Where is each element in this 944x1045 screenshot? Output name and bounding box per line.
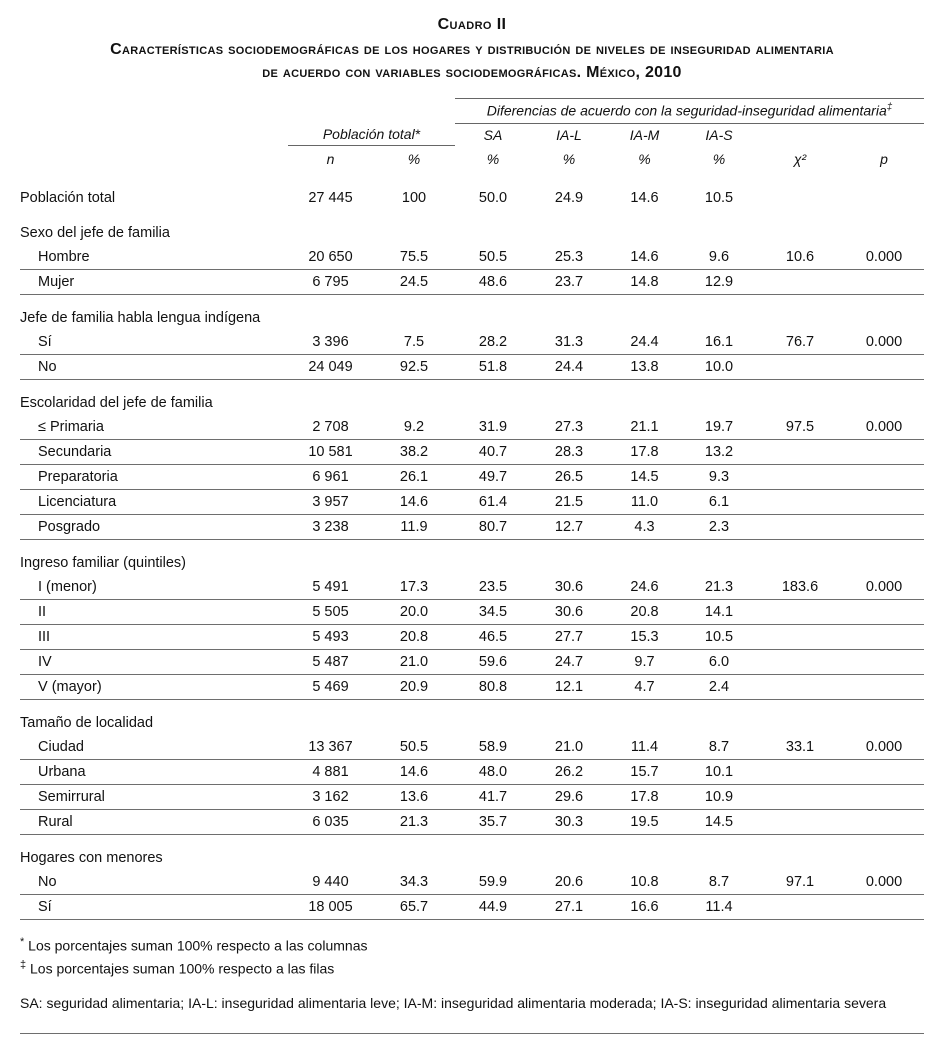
cell-pct-ia-s: 2.4 (682, 674, 756, 699)
cell-pct-ia-s: 8.7 (682, 735, 756, 760)
cell-chi2 (756, 759, 844, 784)
table-row (20, 330, 924, 355)
cell-n: 10 581 (288, 439, 373, 464)
cell-pct-ia-m: 14.5 (607, 464, 682, 489)
cell-pct-ia-s: 14.5 (682, 809, 756, 834)
cell-pct-ia-s: 13.2 (682, 439, 756, 464)
cell-pct-ia-l: 28.3 (531, 439, 607, 464)
footnote-text: Los porcentajes suman 100% respecto a las filas (30, 960, 335, 977)
cell-n: 3 162 (288, 784, 373, 809)
row-label: Jefe de familia habla lengua indígena (20, 309, 261, 326)
cell-p: 0.000 (844, 245, 924, 270)
row-label: Secundaria (20, 439, 288, 464)
cell-chi2 (756, 809, 844, 834)
spacer-cell (20, 124, 288, 146)
cell-chi2 (756, 624, 844, 649)
cell-pct-total: 14.6 (373, 759, 455, 784)
cell-pct-ia-m: 9.7 (607, 649, 682, 674)
cell-n: 27 445 (308, 189, 353, 206)
row-label: Sí (20, 330, 288, 355)
cell-pct-ia-s: 2.3 (682, 514, 756, 539)
subheader-chi2: χ² (793, 150, 807, 167)
cell-pct-total: 20.9 (373, 674, 455, 699)
cell-chi2 (756, 674, 844, 699)
cell-pct-ia-s: 9.6 (682, 245, 756, 270)
cell-p (844, 784, 924, 809)
table-row (20, 894, 924, 919)
cell-pct-total: 21.3 (373, 809, 455, 834)
cell-n: 5 469 (288, 674, 373, 699)
cell-pct-ia-l: 24.4 (531, 354, 607, 379)
row-label: Hogares con menores (20, 849, 163, 866)
footnote-marker: * (20, 935, 25, 948)
cell-pct-total: 38.2 (373, 439, 455, 464)
spanner-row (20, 99, 924, 124)
cell-pct-total: 92.5 (373, 354, 455, 379)
cell-pct-ia-l: 30.3 (531, 809, 607, 834)
cell-n: 20 650 (288, 245, 373, 270)
cell-p (844, 894, 924, 919)
cell-pct-ia-s: 9.3 (682, 464, 756, 489)
row-label: Ciudad (20, 735, 288, 760)
cell-pct-ia-s: 10.1 (682, 759, 756, 784)
cell-pct-ia-l: 27.3 (531, 415, 607, 440)
cell-p (844, 809, 924, 834)
cell-pct-sa: 50.5 (455, 245, 531, 270)
cell-chi2: 97.5 (756, 415, 844, 440)
cell-chi2 (756, 354, 844, 379)
cell-pct-sa: 46.5 (455, 624, 531, 649)
cell-pct-ia-m: 11.0 (607, 489, 682, 514)
spacer-cell (844, 124, 924, 146)
cell-pct-sa: 51.8 (455, 354, 531, 379)
row-label: Tamaño de localidad (20, 714, 154, 731)
cell-pct-ia-s: 10.5 (704, 189, 734, 206)
table-row (20, 599, 924, 624)
cell-p (844, 674, 924, 699)
cell-pct-ia-l: 23.7 (531, 269, 607, 294)
cell-pct-sa: 58.9 (455, 735, 531, 760)
row-label: Licenciatura (20, 489, 288, 514)
row-label: ≤ Primaria (20, 415, 288, 440)
cell-pct-ia-m: 13.8 (607, 354, 682, 379)
cell-n: 9 440 (288, 870, 373, 895)
cell-n: 3 238 (288, 514, 373, 539)
cell-pct-total: 100 (401, 189, 427, 206)
cell-pct-ia-l: 12.1 (531, 674, 607, 699)
table-row (20, 735, 924, 760)
cell-pct-total: 20.8 (373, 624, 455, 649)
poblacion-total-header: Población total* (288, 124, 455, 146)
cell-pct-ia-l: 20.6 (531, 870, 607, 895)
table-row (20, 170, 924, 210)
cell-pct-total: 21.0 (373, 649, 455, 674)
cell-p (844, 599, 924, 624)
table-subtitle-line2: de acuerdo con variables sociodemográficas. México, 2010 (262, 64, 682, 82)
cell-pct-ia-l: 27.1 (531, 894, 607, 919)
cell-pct-ia-m: 4.7 (607, 674, 682, 699)
cell-pct-ia-l: 27.7 (531, 624, 607, 649)
cell-pct-ia-m: 16.6 (607, 894, 682, 919)
table-row (20, 809, 924, 834)
cell-pct-sa: 80.7 (455, 514, 531, 539)
table-row (20, 269, 924, 294)
subheader-pct-ia-s: % (712, 150, 726, 167)
cell-chi2 (756, 514, 844, 539)
cell-pct-ia-m: 15.7 (607, 759, 682, 784)
cell-pct-ia-s: 19.7 (682, 415, 756, 440)
cell-pct-sa: 23.5 (455, 575, 531, 600)
cell-pct-ia-l: 12.7 (531, 514, 607, 539)
footnotes (20, 932, 924, 1013)
cell-pct-ia-l: 24.7 (531, 649, 607, 674)
cell-pct-ia-s: 8.7 (682, 870, 756, 895)
cell-pct-total: 65.7 (373, 894, 455, 919)
cell-p: 0.000 (844, 575, 924, 600)
footnote-marker: ‡ (20, 959, 27, 972)
cell-chi2 (756, 269, 844, 294)
table-row (20, 514, 924, 539)
cell-pct-ia-m: 15.3 (607, 624, 682, 649)
section-row (20, 379, 924, 415)
cell-pct-sa: 44.9 (455, 894, 531, 919)
cell-pct-total: 20.0 (373, 599, 455, 624)
spacer-cell (288, 294, 924, 330)
column-header-ia-m: IA-M (629, 127, 660, 144)
group-header-row (20, 124, 924, 146)
table-row (20, 415, 924, 440)
cell-n: 13 367 (288, 735, 373, 760)
cell-pct-total: 14.6 (373, 489, 455, 514)
table-row (20, 784, 924, 809)
subheader-pct-sa: % (486, 150, 500, 167)
cell-pct-ia-m: 14.8 (607, 269, 682, 294)
cell-n: 2 708 (288, 415, 373, 440)
cell-n: 5 487 (288, 649, 373, 674)
cell-pct-total: 50.5 (373, 735, 455, 760)
subheader-p: p (880, 150, 888, 167)
cell-n: 3 396 (288, 330, 373, 355)
cell-pct-total: 34.3 (373, 870, 455, 895)
cell-pct-sa: 80.8 (455, 674, 531, 699)
cell-n: 5 505 (288, 599, 373, 624)
spacer-cell (288, 834, 924, 870)
spacer-cell (288, 539, 924, 575)
table-row (20, 649, 924, 674)
cell-pct-ia-m: 24.6 (607, 575, 682, 600)
cell-chi2 (756, 170, 844, 210)
bottom-rule (20, 1033, 924, 1035)
data-table (20, 98, 924, 919)
abbreviations-note: SA: seguridad alimentaria; IA-L: inseguridad alimentaria leve; IA-M: inseguridad alimentaria moderada; IA-S: inseguridad alimentaria severa (20, 994, 887, 1011)
footnote-rows (20, 955, 924, 979)
cell-p: 0.000 (844, 870, 924, 895)
cell-pct-sa: 59.9 (455, 870, 531, 895)
spacer-cell (288, 210, 924, 245)
cell-pct-sa: 34.5 (455, 599, 531, 624)
cell-chi2: 33.1 (756, 735, 844, 760)
table-row (20, 464, 924, 489)
spacer-cell (20, 99, 455, 124)
cell-pct-ia-m: 10.8 (607, 870, 682, 895)
subheader-pct-ia-m: % (638, 150, 651, 167)
cell-pct-ia-m: 21.1 (607, 415, 682, 440)
cell-p (844, 624, 924, 649)
cell-pct-sa: 40.7 (455, 439, 531, 464)
row-label: No (20, 354, 288, 379)
row-label: Ingreso familiar (quintiles) (20, 554, 187, 571)
column-header-sa: SA (483, 127, 503, 144)
table-row (20, 575, 924, 600)
cell-chi2: 76.7 (756, 330, 844, 355)
cell-chi2 (756, 439, 844, 464)
cell-pct-ia-s: 10.0 (682, 354, 756, 379)
row-label: I (menor) (20, 575, 288, 600)
cell-pct-total: 75.5 (373, 245, 455, 270)
cell-pct-ia-l: 21.5 (531, 489, 607, 514)
column-header-ia-l: IA-L (556, 127, 582, 144)
cell-pct-sa: 31.9 (455, 415, 531, 440)
cell-pct-total: 7.5 (373, 330, 455, 355)
row-label: Hombre (20, 245, 288, 270)
row-label: II (20, 599, 288, 624)
cell-pct-ia-s: 16.1 (682, 330, 756, 355)
cell-p (844, 439, 924, 464)
cell-pct-ia-m: 17.8 (607, 784, 682, 809)
cell-p (844, 489, 924, 514)
section-row (20, 539, 924, 575)
cell-chi2 (756, 649, 844, 674)
cell-pct-ia-s: 10.5 (682, 624, 756, 649)
cell-p (844, 269, 924, 294)
table-row (20, 870, 924, 895)
cell-pct-sa: 41.7 (455, 784, 531, 809)
cell-pct-total: 26.1 (373, 464, 455, 489)
subheader-n: n (326, 150, 335, 167)
subheader-row (20, 145, 924, 170)
cell-pct-ia-s: 21.3 (682, 575, 756, 600)
subheader-pct-total: % (407, 150, 421, 167)
table-row (20, 354, 924, 379)
row-label: Población total (20, 189, 116, 206)
cell-n: 4 881 (288, 759, 373, 784)
cell-pct-total: 11.9 (373, 514, 455, 539)
cell-pct-ia-m: 11.4 (607, 735, 682, 760)
row-label: Posgrado (20, 514, 288, 539)
cell-n: 5 491 (288, 575, 373, 600)
cell-pct-ia-l: 26.2 (531, 759, 607, 784)
cell-pct-ia-l: 25.3 (531, 245, 607, 270)
cell-n: 24 049 (288, 354, 373, 379)
table-body (20, 170, 924, 920)
cell-pct-sa: 48.6 (455, 269, 531, 294)
cell-pct-sa: 61.4 (455, 489, 531, 514)
cell-pct-ia-m: 4.3 (607, 514, 682, 539)
row-label: Sexo del jefe de familia (20, 224, 170, 241)
cell-p (844, 170, 924, 210)
cell-p (844, 514, 924, 539)
cell-p (844, 354, 924, 379)
column-header-ia-s: IA-S (705, 127, 733, 144)
cell-chi2: 97.1 (756, 870, 844, 895)
cell-chi2 (756, 894, 844, 919)
spanner-footnote-marker: ‡ (886, 102, 893, 114)
row-label: Semirrural (20, 784, 288, 809)
cell-p: 0.000 (844, 735, 924, 760)
table-subtitle (20, 38, 924, 84)
cell-n: 6 961 (288, 464, 373, 489)
cell-pct-ia-m: 17.8 (607, 439, 682, 464)
table-subtitle-line1: Características sociodemográficas de los hogares y distribución de niveles de inseguridad alimentaria (110, 41, 834, 58)
cell-pct-ia-s: 12.9 (682, 269, 756, 294)
cell-pct-sa: 50.0 (478, 189, 508, 206)
row-label: No (20, 870, 288, 895)
table-row (20, 674, 924, 699)
cell-pct-total: 13.6 (373, 784, 455, 809)
cell-pct-sa: 28.2 (455, 330, 531, 355)
cell-n: 3 957 (288, 489, 373, 514)
subheader-pct-ia-l: % (562, 150, 576, 167)
cell-chi2 (756, 464, 844, 489)
row-label: Escolaridad del jefe de familia (20, 394, 213, 411)
row-label: V (mayor) (20, 674, 288, 699)
spanner-header (455, 99, 924, 124)
cell-p: 0.000 (844, 415, 924, 440)
cell-n: 18 005 (288, 894, 373, 919)
cell-pct-total: 17.3 (373, 575, 455, 600)
cell-p (844, 464, 924, 489)
cell-pct-ia-l: 26.5 (531, 464, 607, 489)
cell-pct-ia-l: 30.6 (531, 575, 607, 600)
cell-pct-ia-s: 14.1 (682, 599, 756, 624)
cell-pct-total: 24.5 (373, 269, 455, 294)
section-row (20, 294, 924, 330)
cell-chi2 (756, 784, 844, 809)
section-row (20, 834, 924, 870)
cell-pct-sa: 35.7 (455, 809, 531, 834)
cell-pct-ia-s: 10.9 (682, 784, 756, 809)
cell-chi2: 183.6 (756, 575, 844, 600)
row-label: III (20, 624, 288, 649)
spacer-cell (756, 124, 844, 146)
table-title: Cuadro II (437, 16, 507, 33)
cell-n: 6 795 (288, 269, 373, 294)
cell-p (844, 649, 924, 674)
spacer-cell (20, 145, 288, 170)
cell-pct-sa: 48.0 (455, 759, 531, 784)
cell-pct-ia-m: 14.6 (607, 245, 682, 270)
table-row (20, 489, 924, 514)
cell-pct-ia-l: 31.3 (531, 330, 607, 355)
row-label: Urbana (20, 759, 288, 784)
cell-pct-ia-s: 6.0 (682, 649, 756, 674)
footnote-text: Los porcentajes suman 100% respecto a las columnas (28, 937, 368, 954)
cell-pct-ia-m: 19.5 (607, 809, 682, 834)
cell-pct-ia-m: 14.6 (630, 189, 659, 206)
spanner-title: Diferencias de acuerdo con la seguridad-inseguridad alimentaria (486, 103, 887, 120)
cell-pct-sa: 49.7 (455, 464, 531, 489)
row-label: Rural (20, 809, 288, 834)
cell-pct-ia-l: 21.0 (531, 735, 607, 760)
cell-pct-ia-s: 6.1 (682, 489, 756, 514)
cell-pct-ia-l: 29.6 (531, 784, 607, 809)
spacer-cell (288, 699, 924, 735)
row-label: Sí (20, 894, 288, 919)
cell-n: 5 493 (288, 624, 373, 649)
row-label: Mujer (20, 269, 288, 294)
table-row (20, 245, 924, 270)
cell-p: 0.000 (844, 330, 924, 355)
section-row (20, 210, 924, 245)
cell-pct-total: 9.2 (373, 415, 455, 440)
cell-pct-ia-m: 24.4 (607, 330, 682, 355)
cell-pct-ia-m: 20.8 (607, 599, 682, 624)
cell-pct-sa: 59.6 (455, 649, 531, 674)
table-row (20, 439, 924, 464)
cell-pct-ia-s: 11.4 (682, 894, 756, 919)
cell-p (844, 759, 924, 784)
cell-chi2 (756, 599, 844, 624)
cell-pct-ia-l: 30.6 (531, 599, 607, 624)
cell-chi2 (756, 489, 844, 514)
cell-n: 6 035 (288, 809, 373, 834)
table-row (20, 759, 924, 784)
section-row (20, 699, 924, 735)
spacer-cell (288, 379, 924, 415)
cell-pct-ia-l: 24.9 (554, 189, 584, 206)
table-row (20, 624, 924, 649)
footnote-columns (20, 932, 924, 956)
row-label: IV (20, 649, 288, 674)
row-label: Preparatoria (20, 464, 288, 489)
cell-chi2: 10.6 (756, 245, 844, 270)
